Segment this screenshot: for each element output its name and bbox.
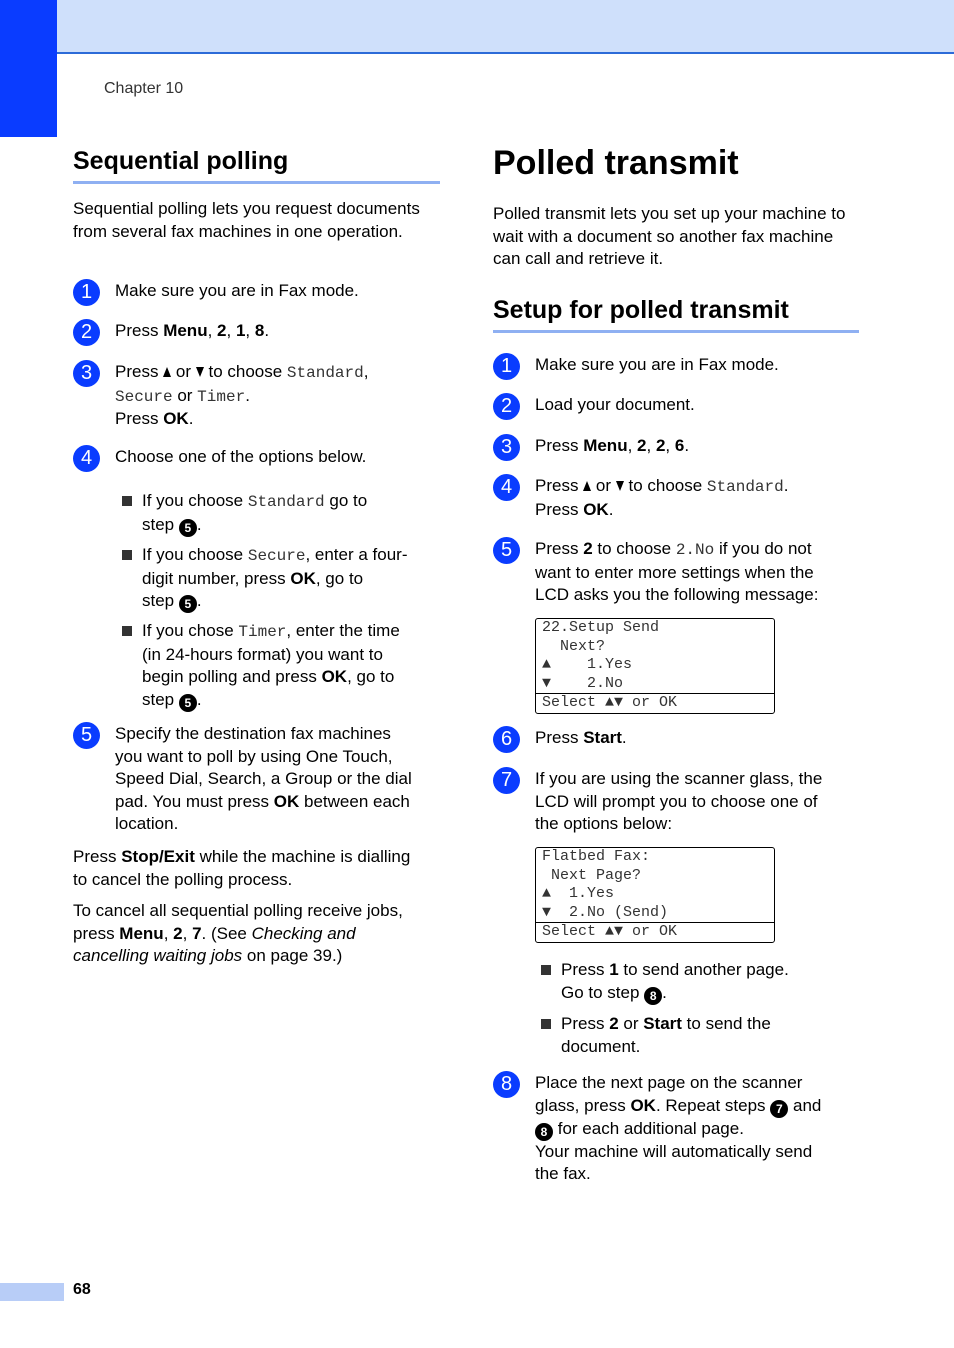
step-number: 1 <box>73 279 100 306</box>
lcd-line: Next Page? <box>542 866 642 884</box>
lcd-line: 22.Setup Send <box>542 619 660 636</box>
lcd-line: ▲ 1.Yes <box>542 656 633 673</box>
bullet-square-icon <box>541 965 551 975</box>
step-ref-icon: 8 <box>535 1123 553 1141</box>
step-ref-icon: 7 <box>770 1100 788 1118</box>
step-text: Press or to choose Standard. Press OK. <box>535 476 789 519</box>
bullet-square-icon <box>122 550 132 560</box>
intro-paragraph: Sequential polling lets you request documents from several fax machines in one operation. <box>73 199 420 241</box>
lcd-line: Next? <box>542 637 606 655</box>
step-ref-icon: 5 <box>179 595 197 613</box>
step-text: Press Start. <box>535 728 627 747</box>
step-text: Specify the destination fax machines you want to poll by using One Touch, Speed Dial, Search, a Group or the dial pad. You must press OK between each location. <box>115 724 412 833</box>
step-number: 5 <box>73 722 100 749</box>
step-number: 6 <box>493 726 520 753</box>
chapter-label: Chapter 10 <box>104 80 184 97</box>
step-number: 3 <box>493 434 520 461</box>
step-text: Press Menu, 2, 2, 6. <box>535 436 690 455</box>
page-number: 68 <box>73 1281 91 1298</box>
header-band <box>0 0 954 54</box>
step-text: Press Menu, 2, 1, 8. <box>115 321 270 340</box>
bullet-square-icon <box>541 1019 551 1029</box>
bullet-square-icon <box>122 496 132 506</box>
chapter-tab <box>0 0 57 137</box>
lcd-line: ▼ 2.No <box>542 674 624 692</box>
step-text: Press 2 to choose 2.No if you do not want to enter more settings when the LCD asks you the following message: <box>535 539 819 604</box>
step-text: Make sure you are in Fax mode. <box>535 355 779 374</box>
up-arrow-icon <box>583 481 591 491</box>
lcd-footer: Select ▲▼ or OK <box>536 922 774 942</box>
lcd-line: Flatbed Fax: <box>542 848 651 865</box>
step-number: 3 <box>73 360 100 387</box>
stop-exit-paragraph: Press Stop/Exit while the machine is dialling to cancel the polling process. <box>73 847 411 889</box>
step-ref-icon: 5 <box>179 519 197 537</box>
polled-intro-paragraph: Polled transmit lets you set up your machine to wait with a document so another fax machine can call and retrieve it. <box>493 204 846 268</box>
cancel-paragraph: To cancel all sequential polling receive jobs, press Menu, 2, 7. (See Checking and cancelling waiting jobs on page 39.) <box>73 901 403 965</box>
section-title-setup: Setup for polled transmit <box>493 296 789 324</box>
step-text: Choose one of the options below. <box>115 447 367 466</box>
lcd-line: ▲ 1.Yes <box>542 885 615 902</box>
lcd-display-flatbed-fax <box>535 847 775 943</box>
step-text: Press or to choose Standard, Secure or Timer. Press OK. <box>115 362 369 428</box>
down-arrow-icon <box>196 367 204 377</box>
section-rule <box>493 330 859 333</box>
step-number: 8 <box>493 1071 520 1098</box>
step-ref-icon: 8 <box>644 987 662 1005</box>
step-number: 5 <box>493 537 520 564</box>
step-number: 4 <box>73 445 100 472</box>
lcd-display-setup-send <box>535 618 775 714</box>
step-text: Place the next page on the scanner glass, press OK. Repeat steps 7 and 8 for each additional page. Your machine will automatically send the fax. <box>535 1073 822 1183</box>
section-title-sequential-polling: Sequential polling <box>73 147 289 175</box>
lcd-line: ▼ 2.No (Send) <box>542 903 669 921</box>
step-number: 1 <box>493 353 520 380</box>
section-rule <box>73 181 440 184</box>
page-number-tab <box>0 1283 64 1301</box>
step-text: Make sure you are in Fax mode. <box>115 281 359 300</box>
step-text: Load your document. <box>535 395 695 414</box>
bullet-square-icon <box>122 626 132 636</box>
page-title-polled-transmit: Polled transmit <box>493 144 739 182</box>
step-number: 7 <box>493 767 520 794</box>
lcd-footer: Select ▲▼ or OK <box>536 693 774 713</box>
step-number: 4 <box>493 474 520 501</box>
step-number: 2 <box>73 319 100 346</box>
step-ref-icon: 5 <box>179 694 197 712</box>
up-arrow-icon <box>163 367 171 377</box>
step-number: 2 <box>493 393 520 420</box>
down-arrow-icon <box>616 481 624 491</box>
step-text: If you are using the scanner glass, the LCD will prompt you to choose one of the options below: <box>535 769 823 833</box>
